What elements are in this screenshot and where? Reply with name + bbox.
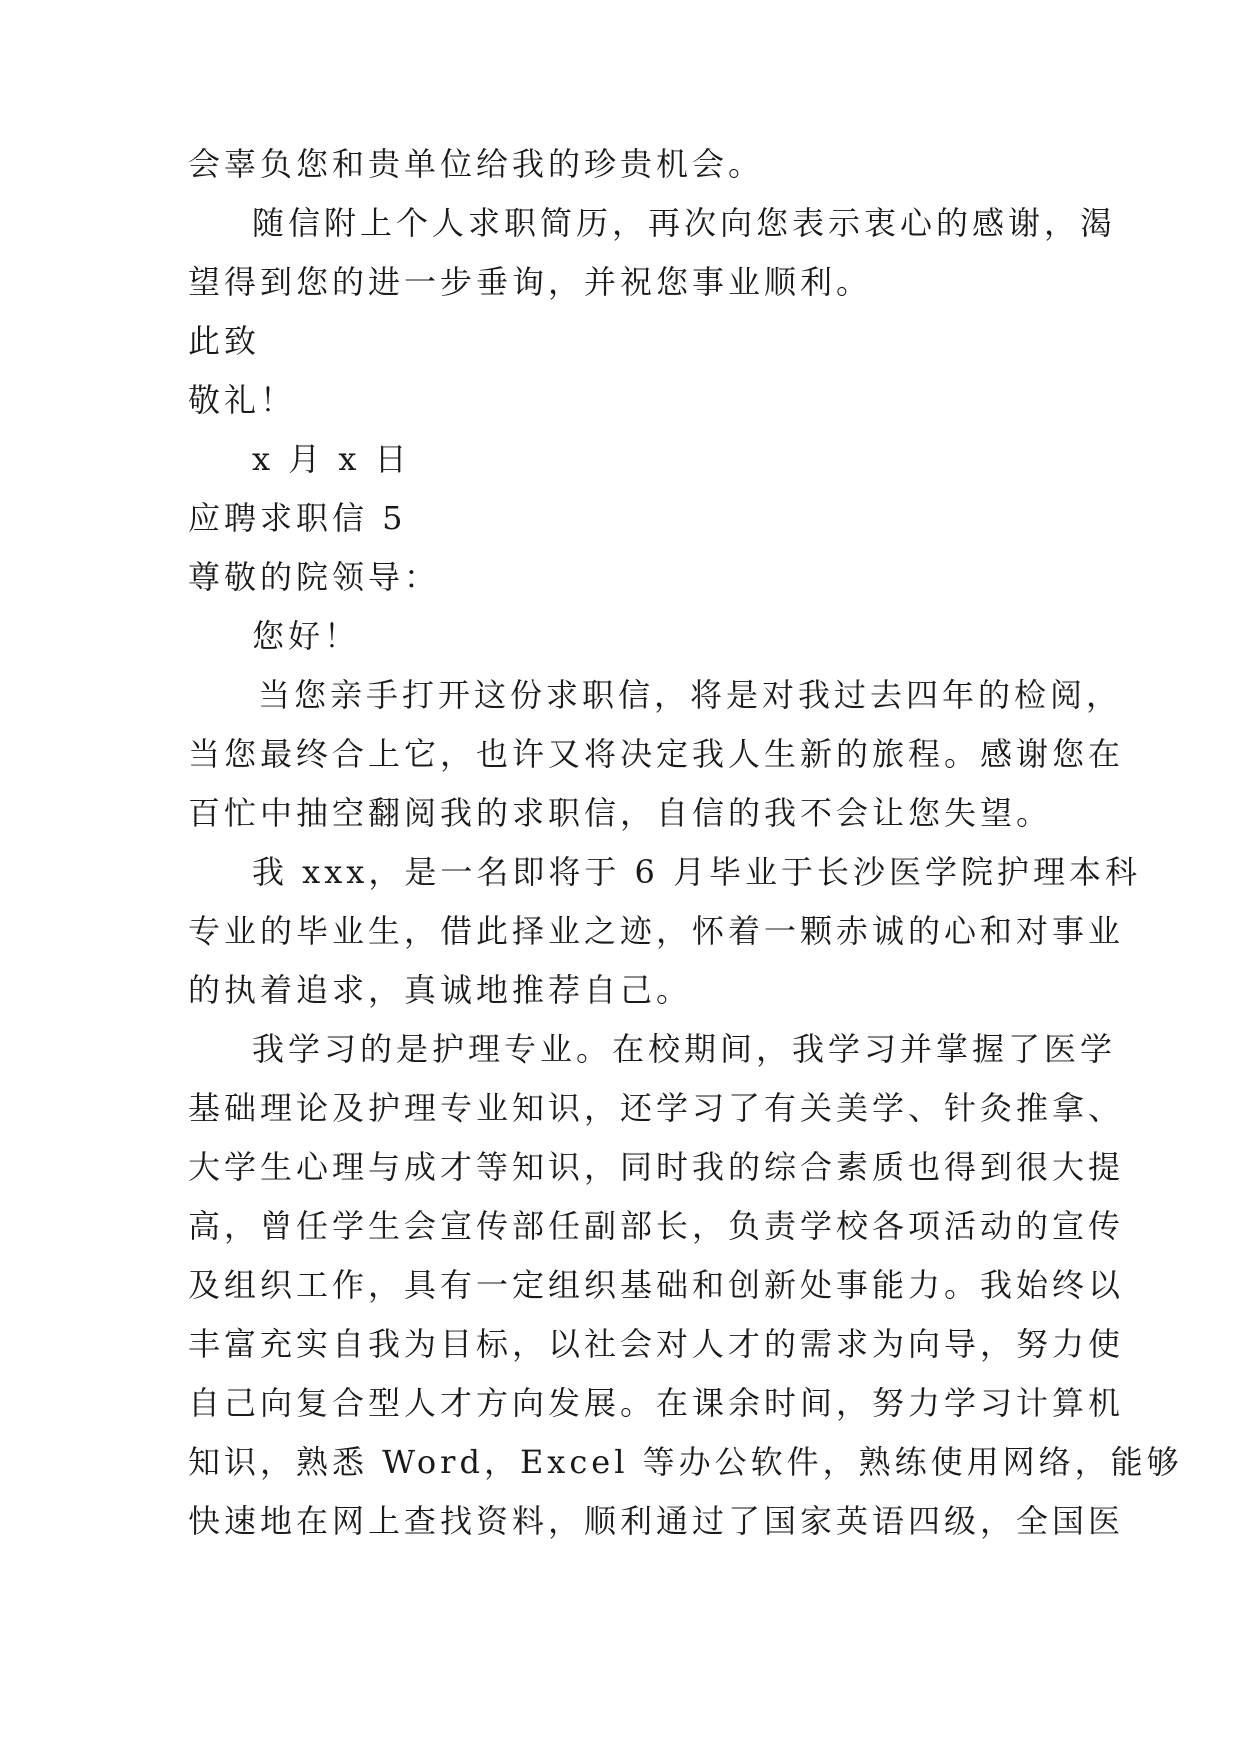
text-line: 基础理论及护理专业知识，还学习了有关美学、针灸推拿、	[188, 1089, 1125, 1127]
date-line: x 月 x 日	[252, 440, 411, 478]
text-line: 高，曾任学生会宣传部任副部长，负责学校各项活动的宣传	[188, 1207, 1125, 1245]
text-line: 当您亲手打开这份求职信，将是对我过去四年的检阅，	[258, 676, 1123, 714]
greeting: 您好！	[252, 617, 361, 655]
text-line: 当您最终合上它，也许又将决定我人生新的旅程。感谢您在	[188, 735, 1125, 773]
text-line: 及组织工作，具有一定组织基础和创新处事能力。我始终以	[188, 1266, 1125, 1304]
text-line: 会辜负您和贵单位给我的珍贵机会。	[188, 145, 765, 183]
section-title: 应聘求职信 5	[188, 499, 407, 537]
text-line: 大学生心理与成才等知识，同时我的综合素质也得到很大提	[188, 1148, 1125, 1186]
text-line: 随信附上个人求职简历，再次向您表示衷心的感谢，渴	[252, 204, 1117, 242]
text-line: 的执着追求，真诚地推荐自己。	[188, 971, 693, 1009]
closing-salutation: 此致	[188, 322, 261, 360]
text-line: 自己向复合型人才方向发展。在课余时间，努力学习计算机	[188, 1384, 1125, 1422]
text-line: 我学习的是护理专业。在校期间，我学习并掌握了医学	[252, 1030, 1117, 1068]
text-line: 丰富充实自我为目标，以社会对人才的需求为向导，努力使	[188, 1325, 1125, 1363]
text-line: 专业的毕业生，借此择业之迹，怀着一颗赤诚的心和对事业	[188, 912, 1125, 950]
text-line: 我 xxx，是一名即将于 6 月毕业于长沙医学院护理本科	[252, 853, 1142, 891]
closing-salutation: 敬礼！	[188, 381, 297, 419]
text-line: 快速地在网上查找资料，顺利通过了国家英语四级，全国医	[188, 1502, 1125, 1540]
text-line: 知识，熟悉 Word，Excel 等办公软件，熟练使用网络，能够	[188, 1443, 1183, 1481]
text-line: 望得到您的进一步垂询，并祝您事业顺利。	[188, 263, 873, 301]
greeting: 尊敬的院领导：	[188, 558, 441, 596]
text-line: 百忙中抽空翻阅我的求职信，自信的我不会让您失望。	[188, 794, 1053, 832]
